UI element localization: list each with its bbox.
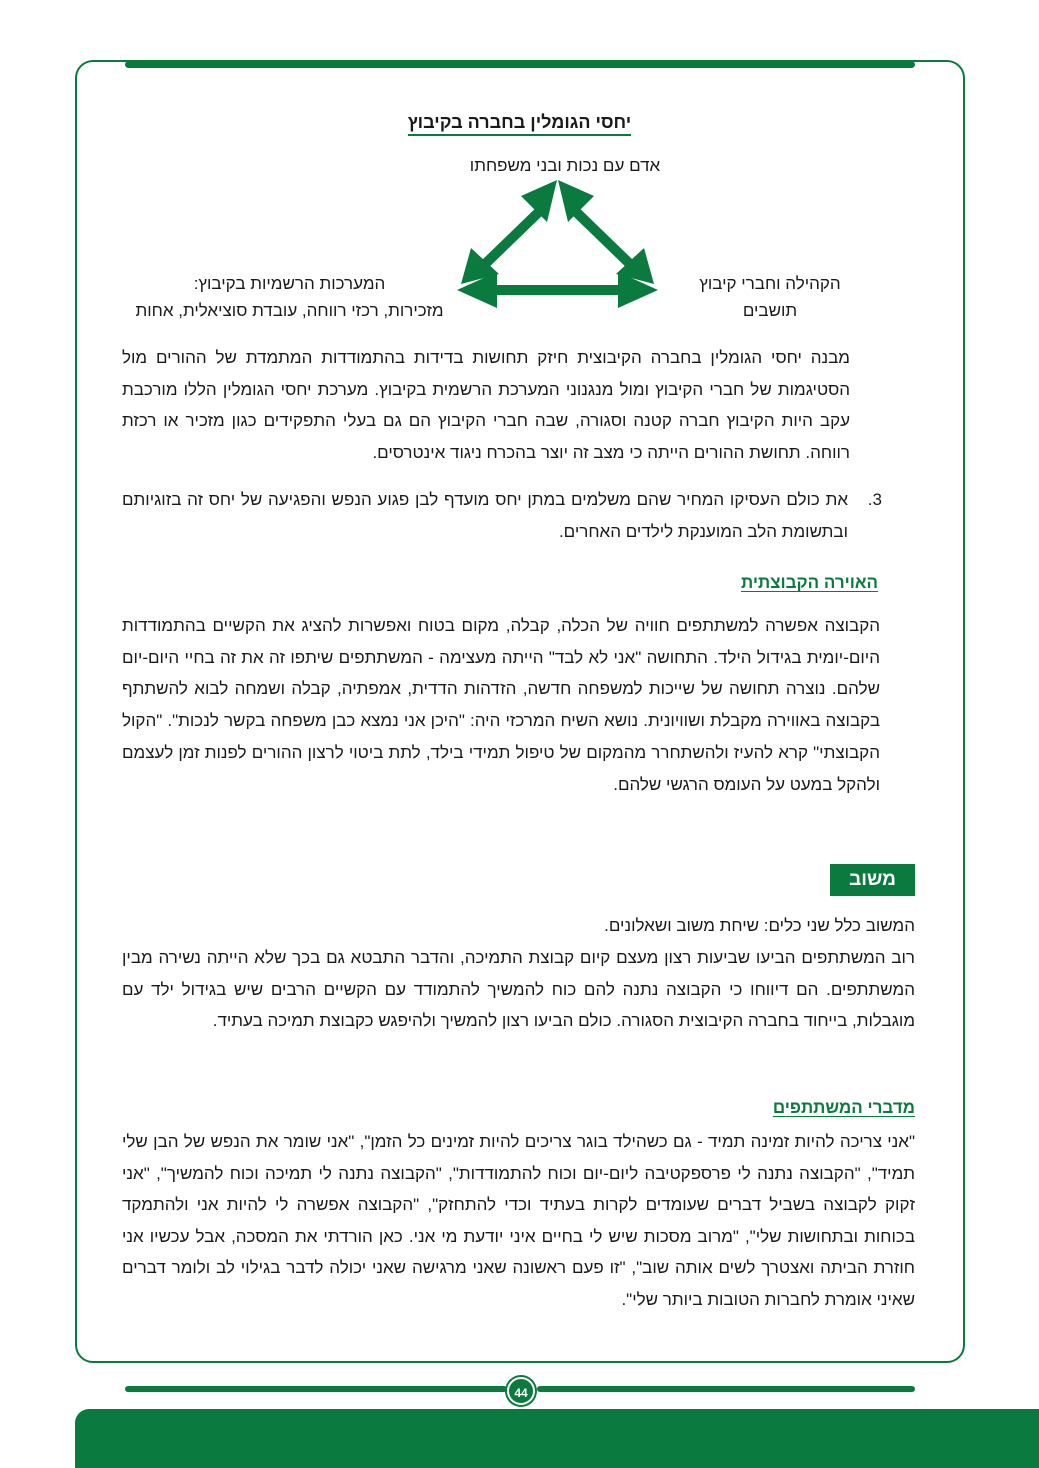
triangle-arrows-diagram [455,178,660,308]
diagram-node-right: הקהילה וחברי קיבוץ תושבים [699,274,841,320]
footer-band [75,1409,1039,1468]
diagram-node-left: המערכות הרשמיות בקיבוץ: מזכירות, רכזי רווחה, עובדת סוציאלית, אחות [135,274,444,320]
item-text: את כולם העסיקו המחיר שהם משלמים במתן יחס מועדף לבן פגוע הנפש והפגיעה של יחס זה בזוגיותם ובתשומת הלב המוענקת לילדים האחרים. [122,490,848,541]
item-number: 3. [867,490,882,509]
heading-feedback: משוב [830,864,915,896]
heading-atmosphere: האוירה הקבוצתית [740,573,878,592]
top-decorative-bar [125,61,915,68]
diagram-node-top: אדם עם נכות ובני משפחתו [469,156,661,175]
footer-line-left [125,1386,507,1392]
arrows-group [457,180,658,308]
page-number: 44 [507,1377,535,1405]
diagram-title: יחסי הגומלין בחברה בקיבוץ [0,112,1039,133]
intro-paragraph: מבנה יחסי הגומלין בחברה הקיבוצית חיזק תחושות בדידות בהתמודדות המתמדת של ההורים מול הסטיגמות של חברי הקיבוץ ומול מנגנוני המערכת הרשמית בקיבוץ. מערכת יחסי הגומלין הללו מורכבת עקב היות הקיבוץ חברה קטנה וסגורה, שבה חברי הקיבוץ הם גם בעלי התפקידים כגון מזכיר או רכזת רווחה. תחושת ההורים הייתה כי מצב זה יוצר בהכרח ניגוד אינטרסים. [122,348,850,463]
heading-participant-quotes: מדברי המשתתפים [772,1098,915,1117]
footer-line-right [537,1386,915,1392]
numbered-item-3 [122,484,882,547]
feedback-intro-line: המשוב כלל שני כלים: שיחת משוב ושאלונים. [604,916,915,935]
paragraph-atmosphere: הקבוצה אפשרה למשתתפים חוויה של הכלה, קבלה, מקום בטוח ואפשרות להציג את הקשיים בהתמודדות היום-יומית בגידול הילד. התחושה "אני לא לבד" הייתה מעצימה - המשתתפים שיתפו זה את זה בחיי היום-יום שלהם. נוצרה תחושה של שייכות למשפחה חדשה, הזדהות הדדית, אמפתיה, קבלה ושמחה לבוא להשתתף בקבוצה באווירה מקבלת ושוויונית. נושא השיח המרכזי היה: "היכן אני נמצא כבן משפחה בקשר לנכות". "הקול הקבוצתי" קרא להעיז ולהשתחרר מהמקום של טיפול תמידי בילד, לתת ביטוי לרצון ההורים לפנות זמן לעצמם ולהקל במעט על העומס הרגשי שלהם. [122,616,880,794]
paragraph-participant-quotes: "אני צריכה להיות זמינה תמיד - גם כשהילד בוגר צריכים להיות זמינים כל הזמן", "אני שומר את הנפש של הבן שלי תמיד", "הקבוצה נתנה לי פרספקטיבה ליום-יום וכוח להתמודדות", "הקבוצה נתנה לי תמיכה וכוח להמשיך", "אני זקוק לקבוצה בשביל דברים שעומדים לקרות בעתיד וכדי להתחזק", "הקבוצה אפשרה לי להיות אני ולהתמקד בכוחות ובתחושות שלי", "מרוב מסכות שיש לי בחיים איני יודעת מי אני. כאן הורדתי את המסכה, אבל עכשיו אני חוזרת הביתה ואצטרך לשים אותה שוב", "זו פעם ראשונה שאני מרגישה שאני יכולה לדבר בגילוי לב ולומר דברים שאיני אומרת לחברות הטובות ביותר שלי". [122,1132,915,1309]
paragraph-feedback: רוב המשתתפים הביעו שביעות רצון מעצם קיום קבוצת התמיכה, והדבר התבטא גם בכך שלא הייתה נשירה מבין המשתתפים. הם דיווחו כי הקבוצה נתנה להם כוח להמשיך להתמודד עם הקשיים הרבים שיש בגידול ילד עם מוגבלות, בייחוד בחברה הקיבוצית הסגורה. כולם הביעו רצון להמשיך ולהיפגש כקבוצת תמיכה בעתיד. [122,948,915,1030]
